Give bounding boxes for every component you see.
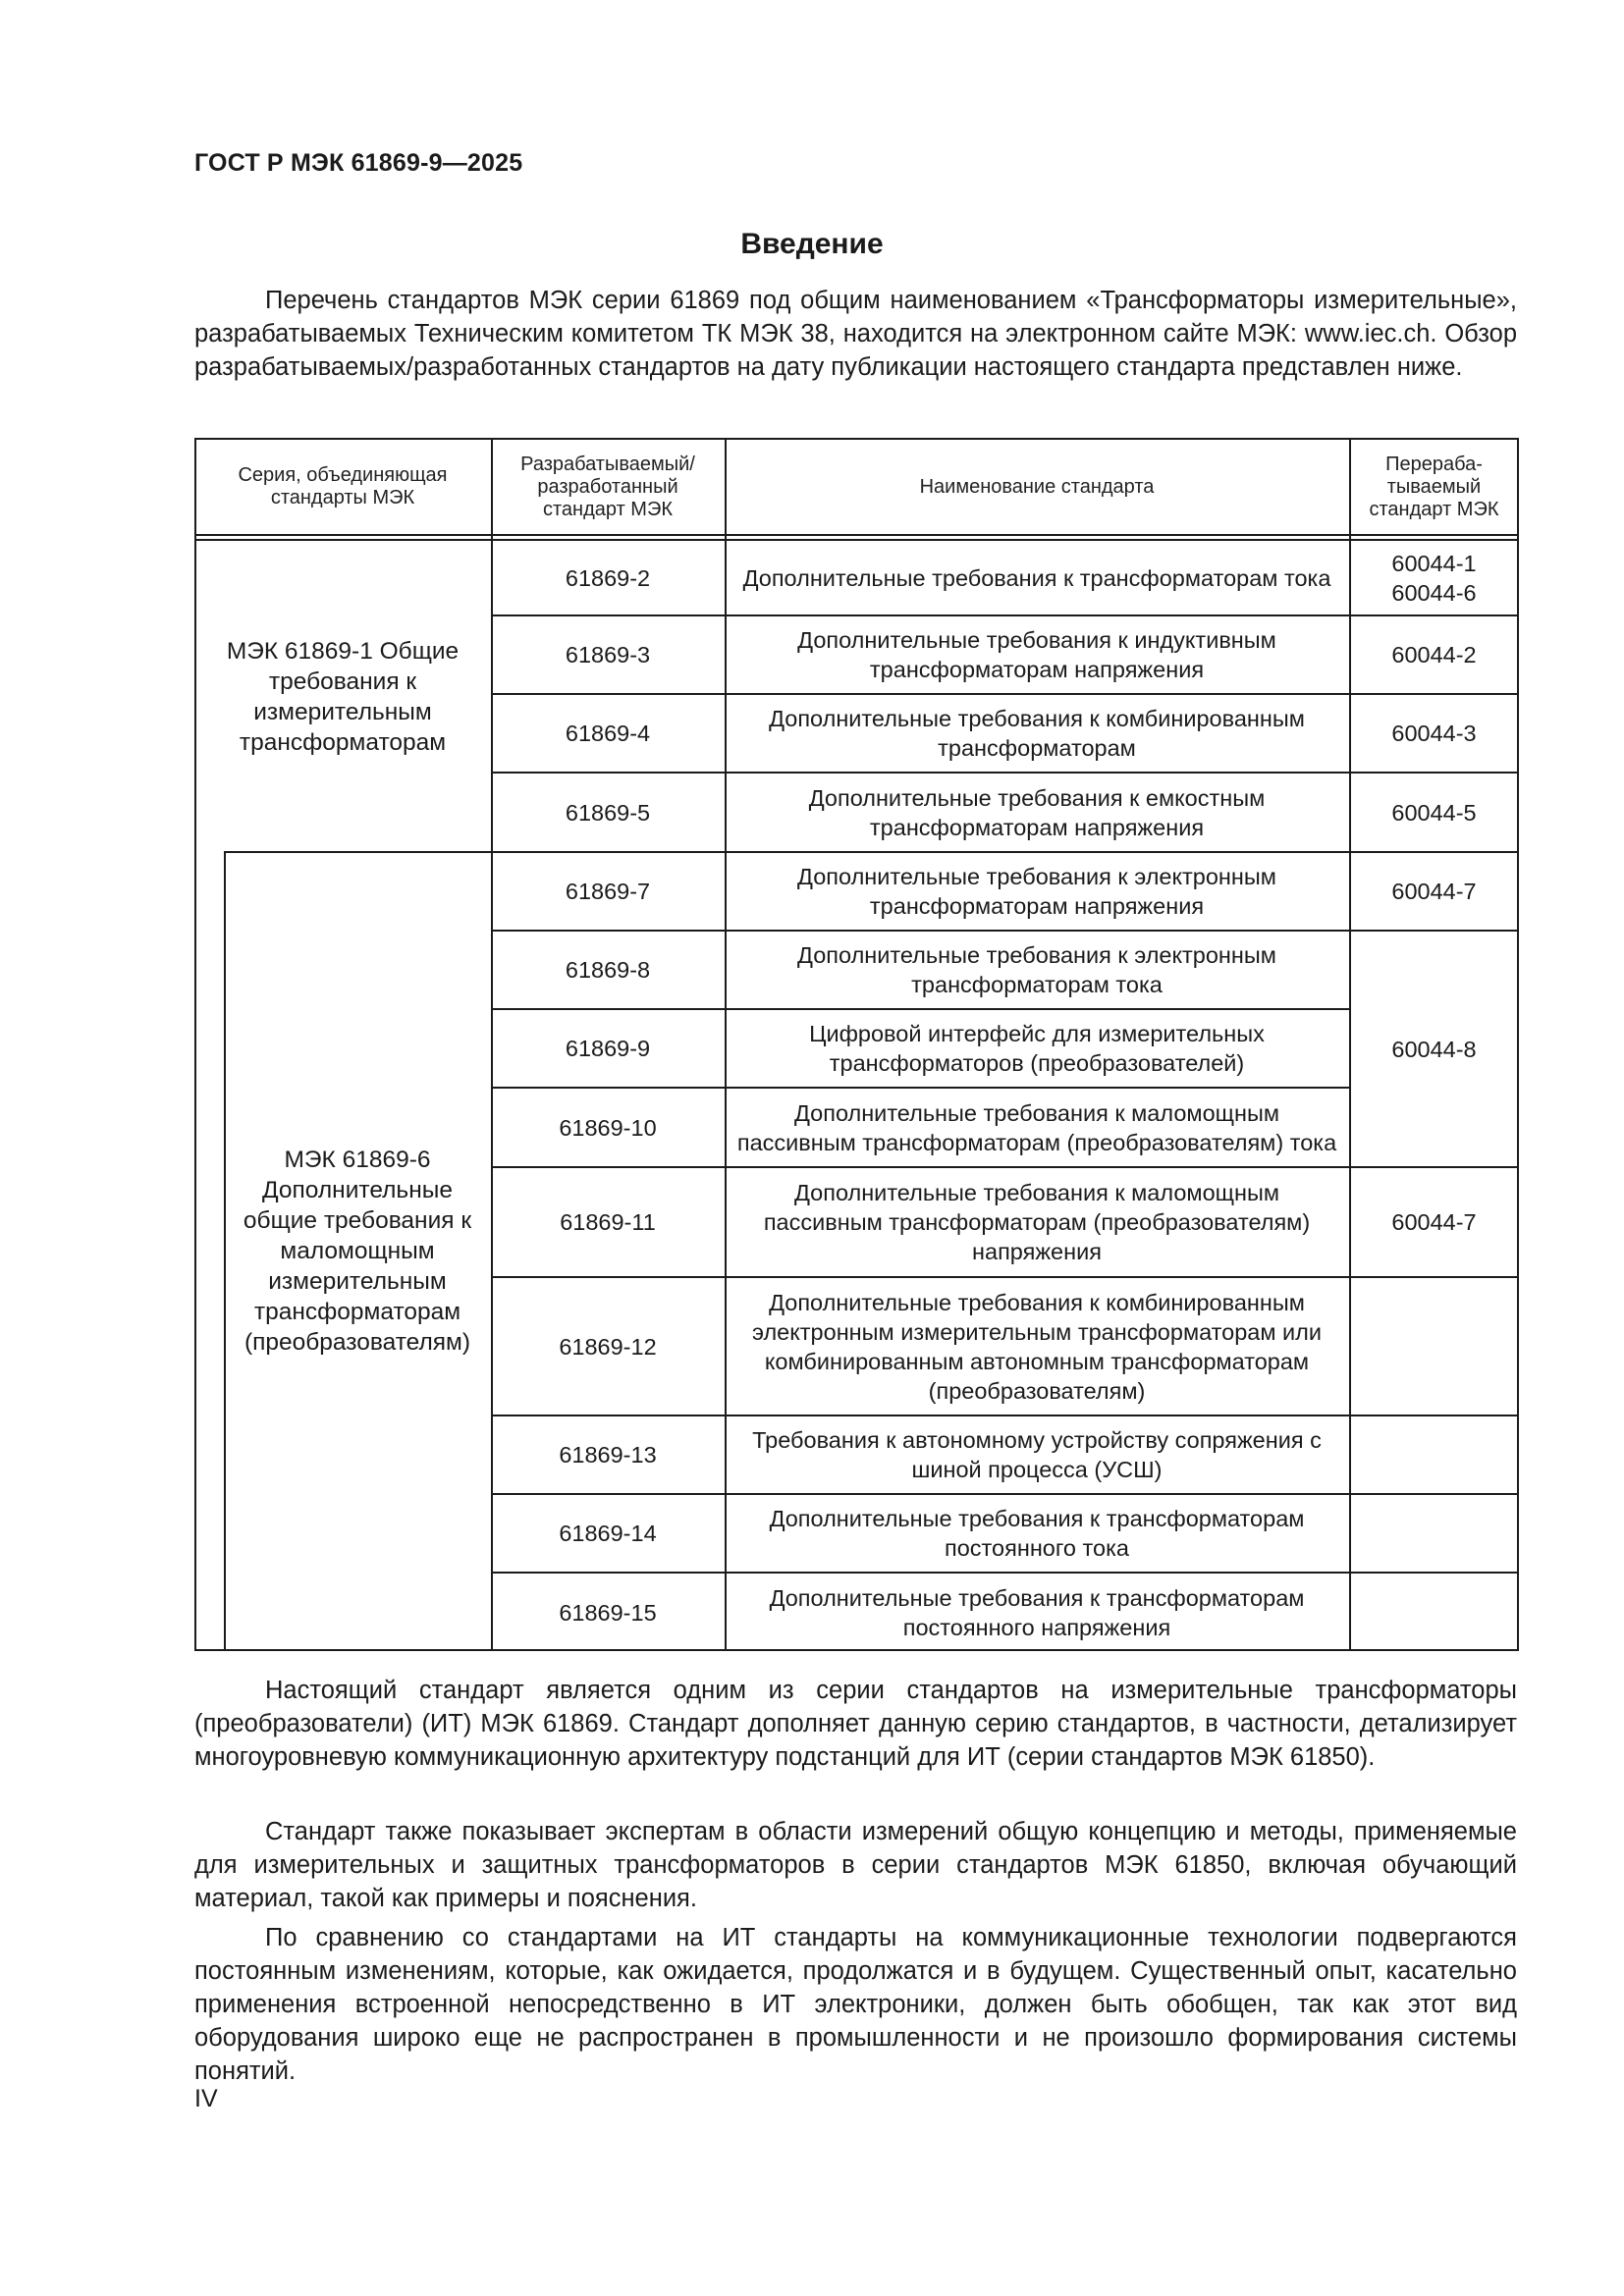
standard-number-cell: 61869-5 <box>565 799 651 826</box>
page-title: Введение <box>740 228 884 260</box>
revised-standard-cell: 60044-7 <box>1391 879 1477 904</box>
header-standard: Разрабатываемый/ разработанный стандарт МЭК <box>520 453 695 520</box>
header-name: Наименование стандарта <box>919 475 1155 498</box>
revised-standard-cell <box>1349 1416 1519 1493</box>
standard-number-cell: 61869-8 <box>565 957 651 983</box>
revised-standard-cell <box>1349 1574 1519 1651</box>
standard-name-cell: Дополнительные требования к трансформаторам постоянного тока <box>769 1506 1305 1561</box>
standard-number-cell: 61869-11 <box>560 1209 656 1235</box>
standard-number-cell: 61869-13 <box>559 1442 657 1468</box>
header-revised: Перераба- тываемый стандарт МЭК <box>1369 453 1499 520</box>
revised-standard-cell: 60044-2 <box>1391 642 1477 667</box>
standard-number-cell: 61869-3 <box>565 642 651 667</box>
group-bracket-line <box>224 851 226 1651</box>
series-group-61869-1: МЭК 61869-1 Общие требования к измерительным трансформаторам <box>226 637 460 756</box>
body-paragraph-3: По сравнению со стандартами на ИТ стандарты на коммуникационные технологии подвергаются постоянным изменениям, которые, как ожидается, продолжатся и в будущем. Существенный опыт, касательно применения встроенной непосредственно в ИТ электроники, должен быть обобщен, так как этот вид оборудования широко еще не распространен в промышленности и не произошло формирования системы понятий. <box>194 1924 1517 2085</box>
revised-standard-cell: 60044-3 <box>1391 721 1477 746</box>
body-paragraph-2: Стандарт также показывает экспертам в области измерений общую концепцию и методы, применяемые для измерительных и защитных трансформаторов в серии стандартов МЭК 61850, включая обучающий материал, такой как примеры и пояснения. <box>194 1818 1517 1912</box>
standard-number-cell: 61869-14 <box>559 1521 657 1546</box>
series-group-61869-6: МЭК 61869-6 Дополнительные общие требования к маломощным измерительным трансформаторам (преобразователям) <box>243 1147 472 1356</box>
document-code-header: ГОСТ Р МЭК 61869-9—2025 <box>194 149 523 177</box>
standard-number-cell: 61869-10 <box>559 1114 657 1141</box>
revised-standard-cell: 60044-8 <box>1391 1036 1477 1062</box>
standard-name-cell: Дополнительные требования к маломощным пассивным трансформаторам (преобразователям) напряжения <box>763 1180 1311 1264</box>
standard-number-cell: 61869-9 <box>565 1036 651 1061</box>
revised-standard-cell: 60044-7 <box>1391 1209 1477 1235</box>
standard-name-cell: Дополнительные требования к электронным трансформаторам напряжения <box>797 864 1276 919</box>
intro-paragraph: Перечень стандартов МЭК серии 61869 под общим наименованием «Трансформаторы измерительные», разрабатываемых Техническим комитетом ТК МЭК 38, находится на электронном сайте МЭК: www.iec.ch. Обзор разрабатываемых/разработанных стандартов на дату публикации настоящего стандарта представлен ниже. <box>194 287 1517 381</box>
standard-name-cell: Дополнительные требования к трансформаторам постоянного напряжения <box>769 1584 1305 1640</box>
revised-standard-cell: 60044-5 <box>1391 799 1477 826</box>
standard-number-cell: 61869-4 <box>565 721 651 746</box>
standard-number-cell: 61869-12 <box>559 1333 657 1360</box>
standard-name-cell: Дополнительные требования к трансформаторам тока <box>742 565 1331 591</box>
standard-name-cell: Цифровой интерфейс для измерительных трансформаторов (преобразователей) <box>809 1021 1265 1076</box>
standard-number-cell: 61869-15 <box>559 1599 657 1626</box>
standard-name-cell: Требования к автономному устройству сопряжения с шиной процесса (УСШ) <box>752 1427 1322 1482</box>
standard-name-cell: Дополнительные требования к емкостным трансформаторам напряжения <box>808 784 1266 840</box>
revised-standard-cell <box>1349 1278 1519 1415</box>
table-border-left <box>194 438 196 1651</box>
header-series: Серия, объединяющая стандарты МЭК <box>238 464 448 508</box>
page-number: IV <box>194 2085 218 2112</box>
standards-table <box>194 438 1519 1651</box>
standard-number-cell: 61869-2 <box>565 565 651 591</box>
standard-name-cell: Дополнительные требования к индуктивным трансформаторам напряжения <box>797 627 1276 682</box>
table-header-rule-double <box>194 539 1519 541</box>
revised-standard-cell: 60044-1 60044-6 <box>1391 551 1477 606</box>
standard-number-cell: 61869-7 <box>565 879 651 904</box>
revised-standard-cell <box>1349 1495 1519 1572</box>
standard-name-cell: Дополнительные требования к комбинированным трансформаторам <box>769 706 1305 761</box>
standard-name-cell: Дополнительные требования к маломощным пассивным трансформаторам (преобразователям) тока <box>736 1099 1337 1155</box>
standard-name-cell: Дополнительные требования к комбинированным электронным измерительным трансформаторам или комбинированным автономным трансформаторам (преобразователям) <box>751 1289 1323 1404</box>
body-paragraph-1: Настоящий стандарт является одним из серии стандартов на измерительные трансформаторы (преобразователи) (ИТ) МЭК 61869. Стандарт дополняет данную серию стандартов, в частности, детализирует многоуровневую коммуникационную архитектуру подстанций для ИТ (серии стандартов МЭК 61850). <box>194 1677 1517 1771</box>
standard-name-cell: Дополнительные требования к электронным трансформаторам тока <box>797 942 1276 997</box>
